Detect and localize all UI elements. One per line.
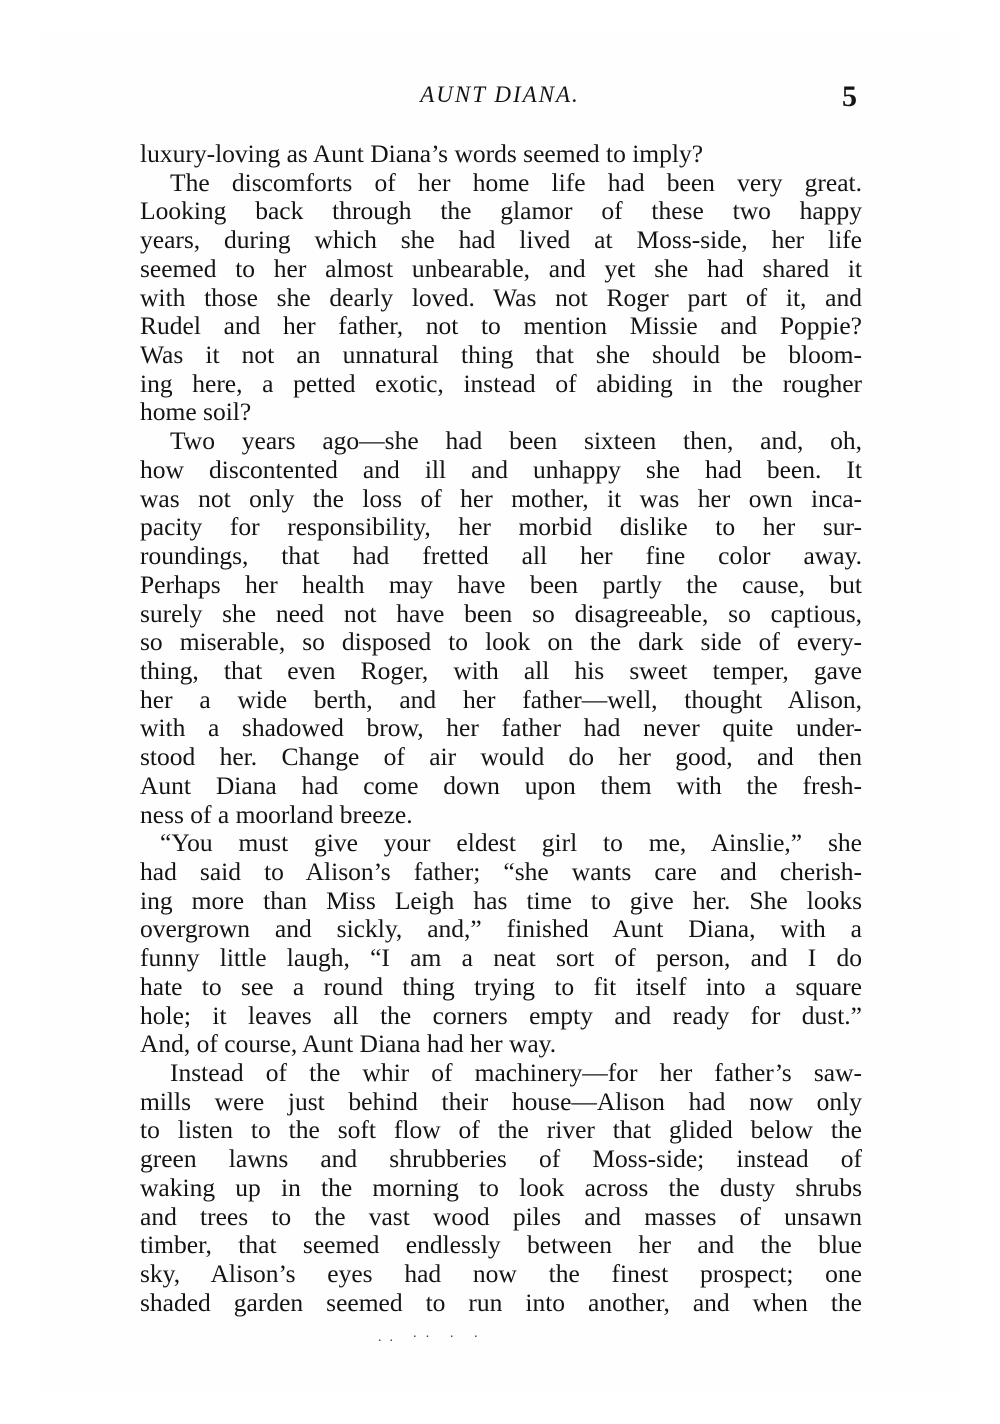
text-line: how discontented and ill and unhappy she had been. It — [140, 454, 862, 484]
text-line: Instead of the whir of machinery—for her father’s saw- — [170, 1058, 862, 1087]
text-line: Was it not an unnatural thing that she should be bloom- — [140, 340, 862, 370]
text-line: The discomforts of her home life had been very great. — [170, 167, 862, 197]
text-line: and trees to the vast wood piles and masses of unsawn — [140, 1201, 862, 1231]
text-line: ing more than Miss Leigh has time to give her. She looks — [140, 885, 862, 915]
text-line: stood her. Change of air would do her good, and then — [140, 742, 862, 772]
text-line: years, during which she had lived at Moss-side, her life — [140, 225, 862, 255]
text-line: her a wide berth, and her father—well, thought Alison, — [140, 684, 862, 714]
text-line: ness of a moorland breeze. — [140, 799, 413, 829]
text-line: seemed to her almost unbearable, and yet she had shared it — [140, 253, 862, 283]
text-line: mills were just behind their house—Alison had now only — [140, 1086, 862, 1116]
text-line: green lawns and shrubberies of Moss-side; instead of — [140, 1144, 862, 1174]
text-line: home soil? — [140, 397, 252, 427]
text-line: luxury-loving as Aunt Diana’s words seemed to imply? — [140, 139, 704, 168]
print-specks: .. ·· · · — [378, 1330, 487, 1345]
text-line: so miserable, so disposed to look on the dark side of every- — [140, 627, 862, 657]
text-line: waking up in the morning to look across the dusty shrubs — [140, 1172, 862, 1202]
text-line: was not only the loss of her mother, it was her own inca- — [140, 483, 862, 513]
running-header: AUNT DIANA. — [420, 82, 580, 107]
text-line: overgrown and sickly, and,” finished Aunt Diana, with a — [140, 914, 862, 944]
text-line: with a shadowed brow, her father had never quite under- — [140, 713, 862, 743]
text-line: ing here, a petted exotic, instead of abiding in the rougher — [140, 368, 862, 398]
text-line: sky, Alison’s eyes had now the finest prospect; one — [140, 1259, 862, 1289]
text-line: to listen to the soft flow of the river that glided below the — [140, 1115, 862, 1145]
text-line: roundings, that had fretted all her fine color away. — [140, 541, 862, 571]
text-line: hole; it leaves all the corners empty and ready for dust.” — [140, 1000, 862, 1030]
text-line: Looking back through the glamor of these two happy — [140, 196, 862, 226]
page-number: 5 — [842, 80, 857, 113]
text-line: pacity for responsibility, her morbid dislike to her sur- — [140, 512, 862, 542]
text-line: Aunt Diana had come down upon them with the fresh- — [140, 770, 862, 800]
text-line: funny little laugh, “I am a neat sort of person, and I do — [140, 943, 862, 973]
text-line: had said to Alison’s father; “she wants care and cherish- — [140, 856, 862, 886]
text-line: surely she need not have been so disagreeable, so captious, — [140, 598, 862, 628]
text-line: Rudel and her father, not to mention Missie and Poppie? — [140, 311, 862, 341]
text-line: thing, that even Roger, with all his sweet temper, gave — [140, 655, 862, 685]
text-line: “You must give your eldest girl to me, Ainslie,” she — [160, 828, 862, 858]
body-text — [140, 140, 862, 1317]
text-line: Two years ago—she had been sixteen then, and, oh, — [170, 426, 862, 456]
text-line: shaded garden seemed to run into another, and when the — [140, 1287, 862, 1317]
text-line: And, of course, Aunt Diana had her way. — [140, 1029, 557, 1059]
text-line: hate to see a round thing trying to fit itself into a square — [140, 971, 862, 1001]
text-line: timber, that seemed endlessly between her and the blue — [140, 1230, 862, 1260]
text-line: with those she dearly loved. Was not Roger part of it, and — [140, 282, 862, 312]
text-line: Perhaps her health may have been partly the cause, but — [140, 569, 862, 599]
